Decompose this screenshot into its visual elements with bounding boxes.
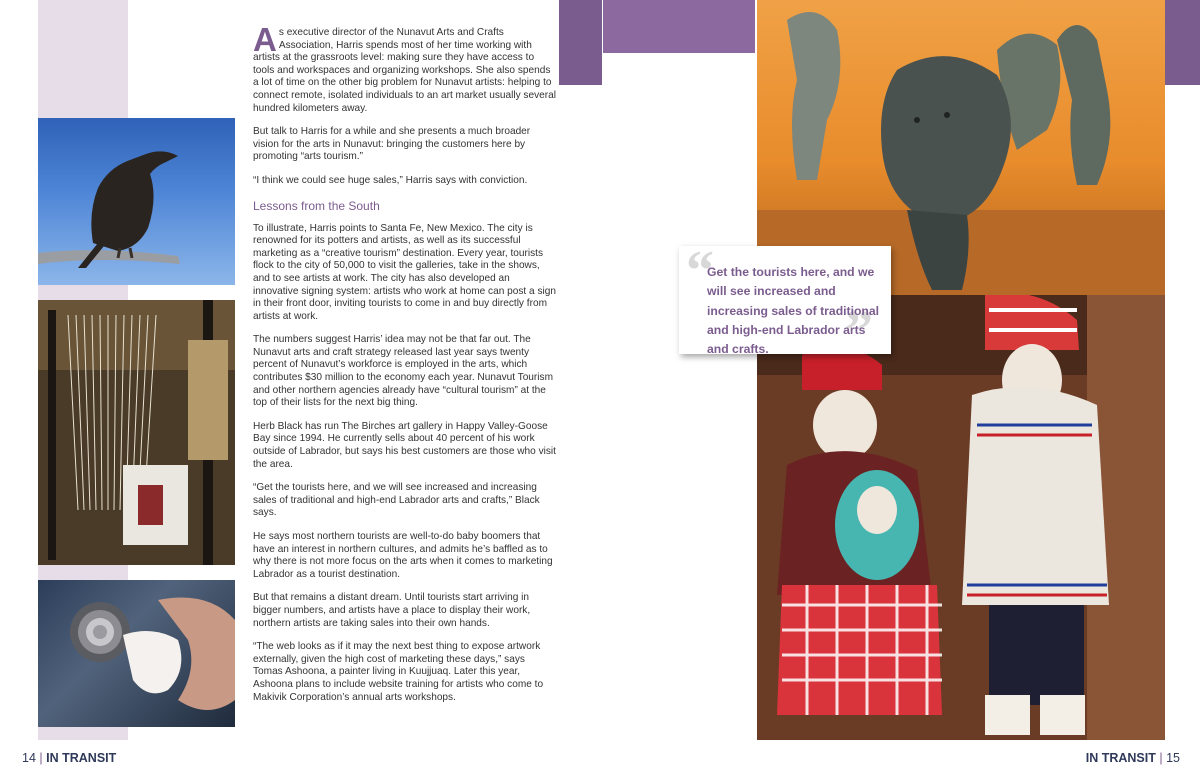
paragraph: “The web looks as if it may the next best thing to expose artwork externally, given the high cost of marketing these days,” says Tomas Ashoona, a painter living in Kuujjuaq. Later this year, Ashoona plans to include website training for artists who come to Makivik Corporation’s annual arts workshops. xyxy=(253,641,544,703)
open-quote-mark: “ xyxy=(686,240,714,302)
labrador-dolls-photo xyxy=(757,295,1165,740)
paragraph: But talk to Harris for a while and she presents a much broader vision for the arts in Nunavut: bringing the customers here by promoting “arts tourism.” xyxy=(253,126,531,163)
paragraph: “I think we could see huge sales,” Harris says with conviction. xyxy=(253,174,528,186)
paragraph-text: s executive director of the Nunavut Arts and Crafts Association, Harris spends most of her time working with artists at the grassroots level: making sure they have access to tools and workspaces and organizing workshops. She also spends a lot of time on the other big problem for Nunavut artists: helping to connect remote, isolated individuals to an art market usually several hundred kilometers away. xyxy=(253,27,556,114)
footer-separator: | xyxy=(39,751,43,765)
footer-right xyxy=(1086,751,1180,765)
drop-cap: A xyxy=(253,21,277,58)
paragraph-intro xyxy=(253,21,556,115)
purple-accent-block xyxy=(603,0,755,53)
close-quote-mark: ” xyxy=(845,300,873,362)
footer-left xyxy=(22,751,116,765)
purple-accent-block xyxy=(559,0,602,85)
paragraph: “Get the tourists here, and we will see increased and increasing sales of traditional and high-end Labrador arts and crafts,” Black says. xyxy=(253,482,540,519)
paragraph: He says most northern tourists are well-to-do baby boomers that have an interest in northern cultures, and admits he’s baffled as to why there is not more focus on the arts when it comes to marketing Labrador as a tourist destination. xyxy=(253,531,553,580)
paragraph: Herb Black has run The Birches art gallery in Happy Valley-Goose Bay since 1994. He currently sells about 40 percent of his work outside of Labrador, but says his best customers are those who visit the area. xyxy=(253,420,556,470)
page-number: 14 xyxy=(22,751,36,765)
raven-sculpture-photo xyxy=(38,118,235,285)
weaving-loom-photo xyxy=(38,300,235,565)
page-number: 15 xyxy=(1166,751,1180,765)
paragraph: To illustrate, Harris points to Santa Fe, New Mexico. The city is renowned for its potters and artists, as well as its successful marketing as a “creative tourism” destination. Every year, tourists flock to the city of 50,000 to visit the galleries, take in the shows, and to see artists at work. The city has also developed an innovative signing system: artists who work at home can post a sign in their front door, inviting tourists to come in and buy directly from artists at work. xyxy=(253,222,556,322)
paragraph: The numbers suggest Harris’ idea may not be that far out. The Nunavut arts and craft strategy released last year says twenty percent of Nunavut’s workforce is employed in the arts, which contributes $30 million to the economy each year. Nunavut Tourism and other northern agencies already have “cultural tourism” at the top of their lists for the next big thing. xyxy=(253,334,553,409)
footer-separator: | xyxy=(1159,751,1163,765)
stone-carving-tool-photo xyxy=(38,580,235,727)
purple-accent-block xyxy=(1165,0,1200,85)
paragraph: But that remains a distant dream. Until tourists start arriving in bigger numbers, and artists have a place to display their work, northern artists are taking sales into their own hands. xyxy=(253,592,531,629)
article-body xyxy=(253,21,556,715)
section-subheading: Lessons from the South xyxy=(253,198,380,213)
magazine-title: IN TRANSIT xyxy=(46,751,117,765)
magazine-title: IN TRANSIT xyxy=(1085,751,1156,765)
pull-quote-text: Get the tourists here, and we will see increased and increasing sales of traditional and high-end Labrador arts and crafts. xyxy=(707,265,880,357)
